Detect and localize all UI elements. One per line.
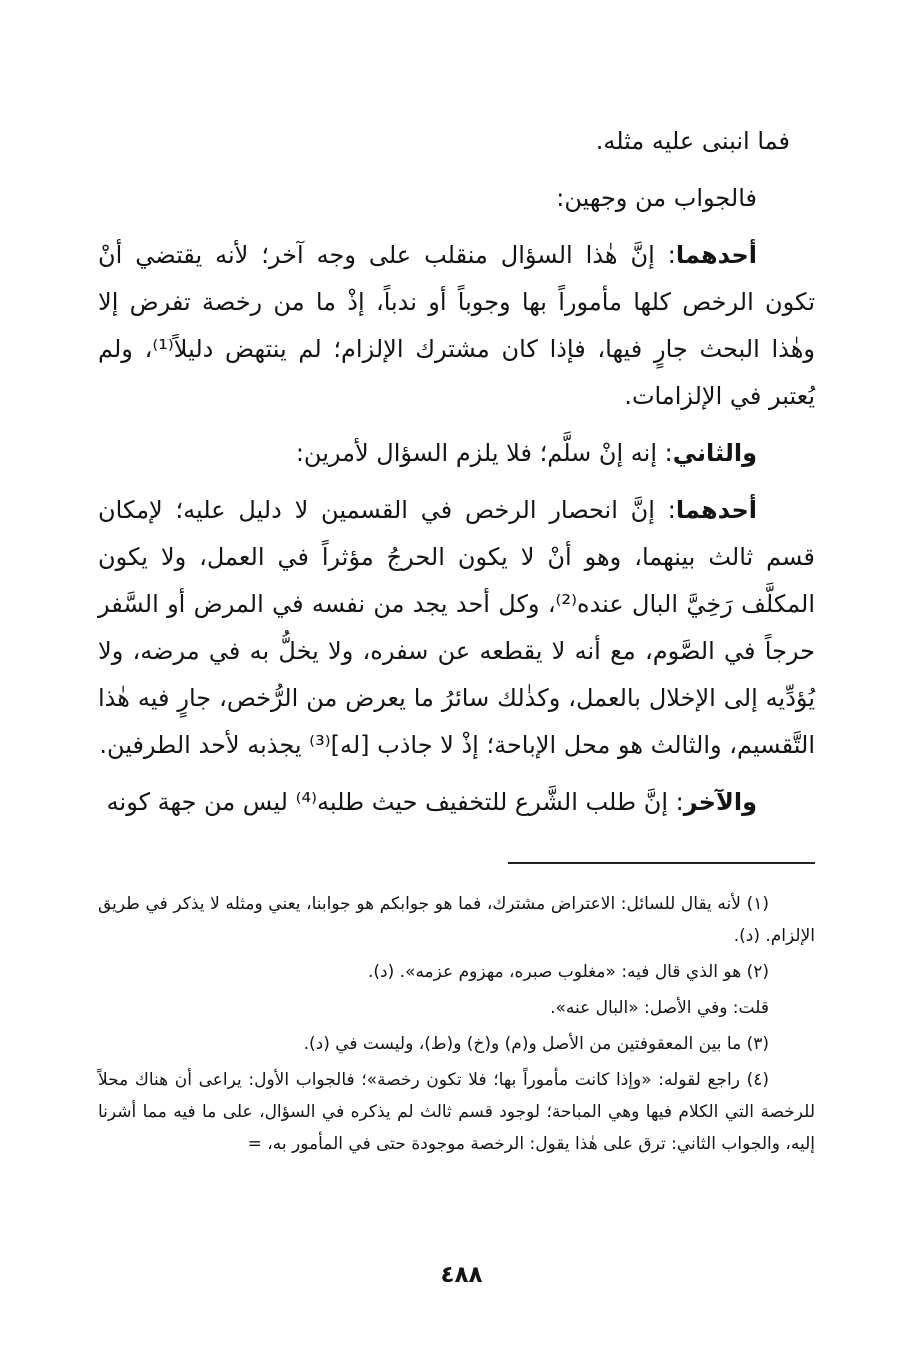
paragraph-2: فالجواب من وجهين:	[556, 184, 757, 212]
paragraph-3-lead: أحدهما	[675, 241, 757, 269]
paragraph-3	[98, 232, 815, 420]
paragraph-6	[98, 779, 815, 826]
paragraph-5-lead: أحدهما	[675, 496, 757, 524]
footnote-2: (٢) هو الذي قال فيه: «مغلوب صبره، مهزوم عزمه». (د).	[368, 962, 769, 982]
footnote-2-note: قلت: وفي الأصل: «البال عنه».	[550, 998, 769, 1018]
paragraph-5-text: : إنَّ انحصار الرخص في القسمين لا دليل عليه؛ لإمكان قسم ثالث بينهما، وهو أنْ لا يكون الحرجُ مؤثراً في العمل، ولا يكون المكلَّف رَخِيَّ البال عنده⁽²⁾، وكل أحد يجد من نفسه في المرض أو السَّفر حرجاً في الصَّوم، مع أنه لا يقطعه عن سفره، ولا يخلُّ به في مرضه، ولا يُؤدِّيه إلى الإخلال بالعمل، وكذٰلك سائرُ ما يعرض من الرُّخص، جارٍ فيه هٰذا التَّقسيم، والثالث هو محل الإباحة؛ إذْ لا جاذب [له]⁽³⁾ يجذبه لأحد الطرفين.	[98, 496, 815, 759]
footnote-4: (٤) راجع لقوله: «وإذا كانت مأموراً بها؛ فلا تكون رخصة»؛ فالجواب الأول: يراعى أن هناك محلاً للرخصة التي الكلام فيها وهي المباحة؛ لوجود قسم ثالث لم يذكره في السؤال، على ما فيه مما أشرنا إليه، والجواب الثاني: ترق على هٰذا يقول: الرخصة موجودة حتى في المأمور به، =	[98, 1070, 815, 1154]
paragraph-4-text: : إنه إنْ سلَّم؛ فلا يلزم السؤال لأمرين:	[295, 439, 673, 467]
footnotes	[98, 888, 815, 1164]
paragraph-6-text: : إنَّ طلب الشَّرع للتخفيف حيث طلبه⁽⁴⁾ ليس من جهة كونه	[106, 788, 684, 816]
footnote-3: (٣) ما بين المعقوفتين من الأصل و(م) و(خ) و(ط)، وليست في (د).	[303, 1034, 769, 1054]
paragraph-3-text: : إنَّ هٰذا السؤال منقلب على وجه آخر؛ لأنه يقتضي أنْ تكون الرخص كلها مأموراً بها وجوباً أو ندباً، إذْ ما من رخصة تفرض إلا وهٰذا البحث جارٍ فيها، فإذا كان مشترك الإلزام؛ لم ينتهض دليلاً⁽¹⁾، ولم يُعتبر في الإلزامات.	[98, 241, 815, 410]
footnote-divider	[508, 862, 815, 864]
paragraph-4	[98, 430, 815, 477]
footnote-1: (١) لأنه يقال للسائل: الاعتراض مشترك، فما هو جوابكم هو جوابنا، يعني ومثله لا يذكر في طريق الإلزام. (د).	[98, 894, 815, 946]
paragraph-6-lead: والآخر	[683, 788, 757, 816]
paragraph-5	[98, 487, 815, 769]
paragraph-4-lead: والثاني	[672, 439, 757, 467]
page-number: ٤٨٨	[440, 1262, 483, 1288]
main-text	[98, 118, 815, 836]
paragraph-1: فما انبنى عليه مثله.	[595, 127, 790, 155]
